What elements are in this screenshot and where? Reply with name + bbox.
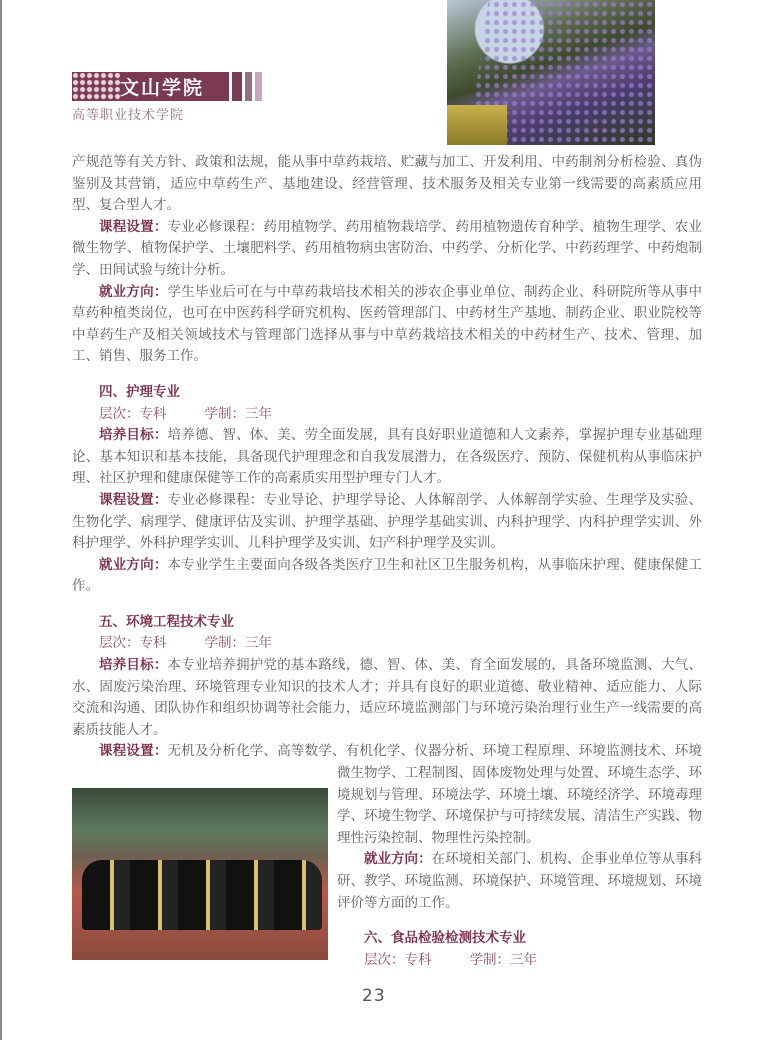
section5-level [72,633,702,655]
graduates-photo [72,788,337,962]
section4-heading: 四、护理专业 [99,383,180,400]
text: 本专业培养拥护党的基本路线，德、智、体、美、育全面发展的，具备环境监测、大气、水、固废污染治理、环境管理专业知识的技术人才；并具有良好的职业道德、敬业精神、适应能力、人际交流和沟通、团队协作和组织协调等社会能力，适应环境监测部门与环境污染治理行业生产一线需要的高素质技能人才。 [72,657,702,738]
text: 培养德、智、体、美、劳全面发展，具有良好职业道德和人文素养，掌握护理专业基础理论、基本知识和基本技能，具备现代护理理念和自我发展潜力，在各级医疗、预防、保健机构从事临床护理、社区护理和健康保健等工作的高素质实用型护理专门人才。 [72,427,702,487]
section4-goal [72,425,702,490]
text: 专业必修课程：药用植物学、药用植物栽培学、药用植物遗传育种学、植物生理学、农业微生物学、植物保护学、土壤肥料学、药用植物病虫害防治、中药学、分析化学、中药药理学、中药炮制学、田间试验与统计分析。 [72,218,702,278]
section6-level [337,950,702,972]
label: 培养目标： [99,657,168,674]
level: 层次：专科 [99,635,167,652]
text: 在环境相关部门、机构、企事业单位等从事科研、教学、环境监测、环境保护、环境管理、环境规划、环境评价等方面的工作。 [337,851,703,911]
level: 层次：专科 [99,405,167,422]
logo-text: 文山学院 [120,77,205,99]
page-number: 23 [362,986,386,1006]
section5-goal [72,655,702,741]
flower-wall-photo [447,0,655,145]
college-subtitle: 高等职业技术学院 [72,108,185,123]
text: 专业必修课程：专业导论、护理学导论、人体解剖学、人体解剖学实验、生理学及实验、生物化学、病理学、健康评估及实训、护理学基础、护理学基础实训、内科护理学、内科护理学实训、外科护理学、外科护理学实训、儿科护理学及实训、妇产科护理学及实训。 [72,491,702,552]
section6-heading: 六、食品检验检测技术专业 [364,930,526,947]
intro-paragraph: 产规范等有关方针、政策和法规，能从事中草药栽培、贮藏与加工、开发利用、中药制剂分析检验、真伪鉴别及其营销，适应中草药生产、基地建设、经营管理、技术服务及相关专业第一线需要的高素质应用型、复合型人才。 [72,154,702,214]
label: 课程设置： [99,218,168,235]
label: 就业方向： [364,851,432,868]
college-logo [72,72,262,101]
section4-level [72,404,702,426]
duration: 学制：三年 [469,951,537,968]
label: 就业方向： [99,556,168,573]
page-edge [0,0,2,1040]
label: 课程设置： [99,743,168,760]
label: 课程设置： [99,491,168,508]
intro-course [72,217,702,282]
section4-job [72,555,702,598]
intro-job [72,282,702,368]
text: 无机及分析化学、高等数学、有机化学、仪器分析、环境工程原理、环境监测技术、环境微生物学、工程制图、固体废物处理与处置、环境生态学、环境规划与管理、环境法学、环境土壤、环境经济学、环境毒理学、环境生物学、环境保护与可持续发展、清洁生产实践、物理性污染控制、物理性污染控制。 [167,743,702,846]
label: 培养目标： [99,427,168,444]
section4-course [72,490,702,555]
duration: 学制：三年 [204,635,272,652]
text: 学生毕业后可在与中草药栽培技术相关的涉农企事业单位、制药企业、科研院所等从事中草药种植类岗位，也可在中医药科学研究机构、医药管理部门、中药材生产基地、制药企业、职业院校等中草药生产及相关领域技术与管理部门选择从事与中草药栽培技术相关的中药材生产、技术、管理、加工、销售、服务工作。 [72,283,702,365]
duration: 学制：三年 [204,405,272,422]
section6 [337,914,702,971]
ornament-icon [72,72,120,101]
page-content [72,152,702,971]
text: 本专业学生主要面向各级各类医疗卫生和社区卫生服务机构，从事临床护理、健康保健工作。 [72,556,702,595]
section5-heading: 五、环境工程技术专业 [99,613,234,630]
label: 就业方向： [99,283,168,300]
level: 层次：专科 [364,951,432,968]
